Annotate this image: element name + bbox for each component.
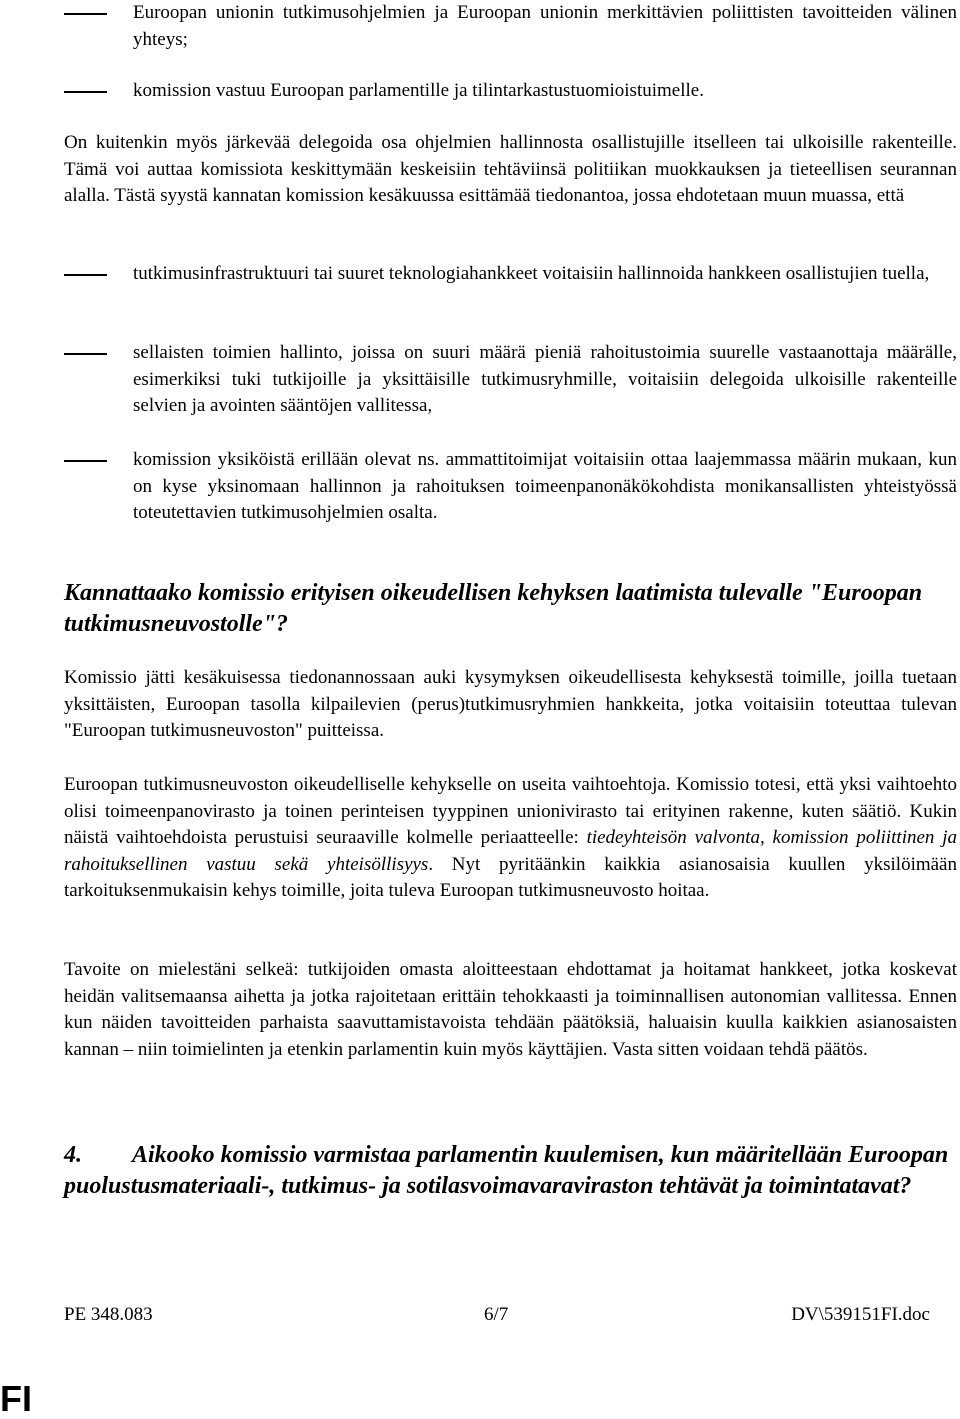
bullet-item: komission vastuu Euroopan parlamentille ja tilintarkastustuomioistuimelle.: [133, 80, 704, 101]
paragraph: On kuitenkin myös järkevää delegoida osa ohjelmien hallinnosta osallistujille itselleen tai ulkoisille rakenteille. Tämä voi auttaa komissiota keskittymään keskeisiin tehtäviinsä politiikan muokkauksen ja tieteellisen seurannan alalla. Tästä syystä kannatan komission kesäkuussa esittämää tiedonantoa, jossa ehdotetaan muun muassa, että: [64, 132, 957, 207]
section-heading: [64, 1140, 959, 1201]
bullet-dash: [64, 460, 107, 462]
footer-filename: DV\539151FI.doc: [791, 1304, 930, 1325]
paragraph-italic-text: tiedeyhteisön valvonta, komission poliittinen ja rahoituksellinen vastuu sekä yhteisöllisyys: [64, 827, 957, 875]
bullet-dash: [64, 91, 107, 93]
bullet-item: sellaisten toimien hallinto, joissa on suuri määrä pieniä rahoitustoimia suurelle vastaanottaja määrälle, esimerkiksi tuki tutkijoille ja yksittäisille tutkimusryhmille, voitaisiin delegoida ulkoisille rakenteille selvien ja avointen sääntöjen vallitessa,: [133, 342, 957, 417]
section-heading-text: Aikooko komissio varmistaa parlamentin kuulemisen, kun määritellään Euroopan puolustusmateriaali-, tutkimus- ja sotilasvoimavaraviraston tehtävät ja toimintatavat?: [64, 1142, 949, 1199]
paragraph: Tavoite on mielestäni selkeä: tutkijoiden omasta aloitteestaan ehdottamat ja hoitamat hankkeet, jotka koskevat heidän valitsemaansa aihetta ja jotka rajoitetaan erittäin tehokkaasti ja toiminnallisen autonomian vallitessa. Ennen kun näiden tavoitteiden parhaista saavuttamistavoista tehdään päätöksiä, haluaisin kuulla kaikkien asianosaisten kannan – niin toimielinten ja etenkin parlamentin kuin myös käyttäjien. Vasta sitten voidaan tehdä päätös.: [64, 959, 957, 1060]
bullet-item: tutkimusinfrastruktuuri tai suuret teknologiahankkeet voitaisiin hallinnoida hankkeen osallistujien tuella,: [133, 263, 930, 284]
footer-page-number: 6/7: [484, 1304, 509, 1325]
bullet-dash: [64, 13, 107, 15]
paragraph-text: Euroopan tutkimusneuvoston oikeudelliselle kehykselle on useita vaihtoehtoja. Komissio totesi, että yksi vaihtoehto olisi toimeenpanovirasto ja toinen perinteisen tyyppinen unionivirasto tai erityinen rakenne, kuten säätiö. Kukin näistä vaihtoehdoista perustuisi seuraaville kolmelle periaatteelle:: [64, 774, 957, 849]
paragraph: Komissio jätti kesäkuisessa tiedonannossaan auki kysymyksen oikeudellisesta kehyksestä toimille, joilla tuetaan yksittäisten, Euroopan tasolla kilpailevien (perus)tutkimusryhmien hankkeita, jotka voitaisiin toteuttaa tulevan "Euroopan tutkimusneuvoston" puitteissa.: [64, 667, 957, 742]
section-heading: Kannattaako komissio erityisen oikeudellisen kehyksen laatimista tulevalle "Euroopan tutkimusneuvostolle"?: [64, 580, 923, 637]
language-code: FI: [0, 1378, 32, 1419]
paragraph: [64, 772, 957, 905]
section-number: 4.: [64, 1142, 82, 1168]
footer-reference: PE 348.083: [64, 1304, 153, 1325]
paragraph-text: . Nyt pyritäänkin kaikkia asianosaisia kuullen yksilöimään tarkoituksenmukaisin kehys toimille, joita tuleva Euroopan tutkimusneuvosto hoitaa.: [64, 853, 957, 902]
bullet-item: Euroopan unionin tutkimusohjelmien ja Euroopan unionin merkittävien poliittisten tavoitteiden välinen yhteys;: [133, 2, 957, 50]
bullet-dash: [64, 353, 107, 355]
bullet-item: komission yksiköistä erillään olevat ns. ammattitoimijat voitaisiin ottaa laajemmassa määrin mukaan, kun on kyse yksinomaan hallinnon ja rahoituksen toimeenpanonäkökohdista monikansallisten yhteistyössä toteutettavien tutkimusohjelmien osalta.: [133, 449, 957, 524]
bullet-dash: [64, 274, 107, 276]
